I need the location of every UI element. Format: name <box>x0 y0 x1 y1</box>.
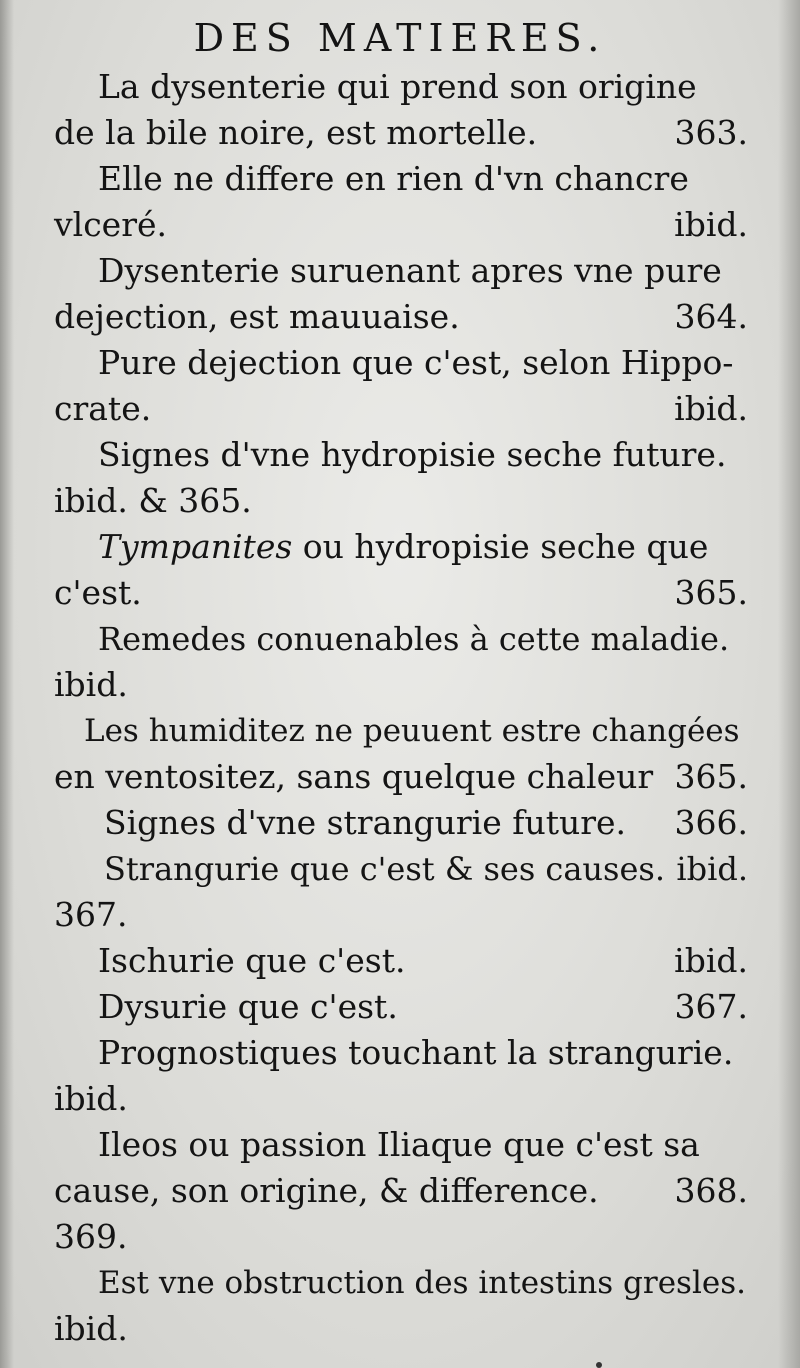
entry-line <box>54 294 748 340</box>
entry-line <box>54 386 748 432</box>
index-entry <box>54 1260 748 1352</box>
index-entry <box>54 984 748 1030</box>
entry-text: Signes d'vne hydropisie seche future. <box>98 435 727 474</box>
entry-line <box>54 1030 748 1076</box>
page-ref: 363. <box>674 113 748 152</box>
entry-line <box>54 64 748 110</box>
entry-text: Pure dejection que c'est, selon Hippo- <box>98 343 734 382</box>
index-entry <box>54 156 748 248</box>
page-ref: ibid. <box>674 941 748 980</box>
entry-line <box>54 340 748 386</box>
entry-text: ibid. <box>54 665 128 704</box>
entry-line <box>54 432 748 478</box>
index-entry <box>54 340 748 432</box>
page-edge-shadow-right <box>778 0 800 1368</box>
entry-line <box>54 524 748 570</box>
entry-text: ibid. & 365. <box>54 481 252 520</box>
entry-line <box>54 1306 748 1352</box>
entry-text: de la bile noire, est mortelle. <box>54 113 538 152</box>
entry-text: Dysenterie suruenant apres vne pure <box>98 251 722 290</box>
index-entry <box>54 524 748 616</box>
entry-text: c'est. <box>54 573 142 612</box>
latin-term: Tympanites <box>98 527 293 566</box>
entry-text: Est vne obstruction des intestins gresles. <box>98 1265 746 1301</box>
entry-text: vlceré. <box>54 205 168 244</box>
page-ref: ibid. <box>674 389 748 428</box>
index-entry <box>54 708 748 800</box>
entry-text: cause, son origine, & difference. <box>54 1171 599 1210</box>
entry-text: crate. <box>54 389 152 428</box>
entry-text: ibid. <box>54 1079 128 1118</box>
entry-line <box>54 938 748 984</box>
index-entry <box>54 938 748 984</box>
entry-text <box>98 524 708 570</box>
page-ref: ibid. <box>676 850 748 888</box>
entry-text: Strangurie que c'est & ses causes. <box>104 850 665 888</box>
entry-text: 367. <box>54 895 128 934</box>
entry-line <box>54 662 748 708</box>
entry-line <box>54 754 748 800</box>
entry-text: Ischurie que c'est. <box>98 941 406 980</box>
entry-line <box>54 984 748 1030</box>
entry-text: ibid. <box>54 1309 128 1348</box>
entry-line <box>54 1214 748 1260</box>
index-entry <box>54 846 748 938</box>
index-entry <box>54 248 748 340</box>
running-header: DES MATIERES. <box>193 16 607 60</box>
index-entry <box>54 432 748 524</box>
page-ref: 366. <box>674 803 748 842</box>
page-ref: ibid. <box>674 205 748 244</box>
entry-line <box>54 708 748 754</box>
entry-line <box>54 616 748 662</box>
entry-text: 369. <box>54 1217 128 1256</box>
page-ref: 364. <box>674 297 748 336</box>
entry-text: Ileos ou passion Iliaque que c'est sa <box>98 1125 700 1164</box>
entry-text: Elle ne differe en rien d'vn chancre <box>98 159 689 198</box>
entry-line <box>54 846 748 892</box>
entry-text: Les humiditez ne peuuent estre changées <box>84 713 740 749</box>
entry-line <box>54 800 748 846</box>
ink-speck <box>596 1362 602 1368</box>
page-ref: 365. <box>674 573 748 612</box>
entry-text: La dysenterie qui prend son origine <box>98 67 697 106</box>
entry-text: Dysurie que c'est. <box>98 987 398 1026</box>
index-entry <box>54 800 748 846</box>
entry-text: Remedes conuenables à cette maladie. <box>98 620 730 658</box>
entry-line <box>54 156 748 202</box>
entry-line <box>54 1076 748 1122</box>
index-entry <box>54 1030 748 1122</box>
entry-text: dejection, est mauuaise. <box>54 297 460 336</box>
entry-text: Prognostiques touchant la strangurie. <box>98 1033 734 1072</box>
index-entry <box>54 64 748 156</box>
entry-text-rest: ou hydropisie seche que <box>292 527 709 566</box>
entry-line <box>54 1168 748 1214</box>
page-ref: 368. <box>674 1171 748 1210</box>
entry-line <box>54 892 748 938</box>
entry-line <box>54 570 748 616</box>
page-ref: 367. <box>674 987 748 1026</box>
entry-line <box>54 1260 748 1306</box>
entry-line <box>54 202 748 248</box>
page-edge-shadow-left <box>0 0 14 1368</box>
entry-line <box>54 248 748 294</box>
entry-text: Signes d'vne strangurie future. <box>104 803 627 842</box>
entry-line <box>54 478 748 524</box>
entry-line <box>54 1122 748 1168</box>
page-ref: 365. <box>674 757 748 796</box>
entry-line <box>54 110 748 156</box>
index-entry <box>54 616 748 708</box>
entry-text: en ventositez, sans quelque chaleur <box>54 757 654 796</box>
index-entries <box>54 64 748 1352</box>
index-entry <box>54 1122 748 1260</box>
